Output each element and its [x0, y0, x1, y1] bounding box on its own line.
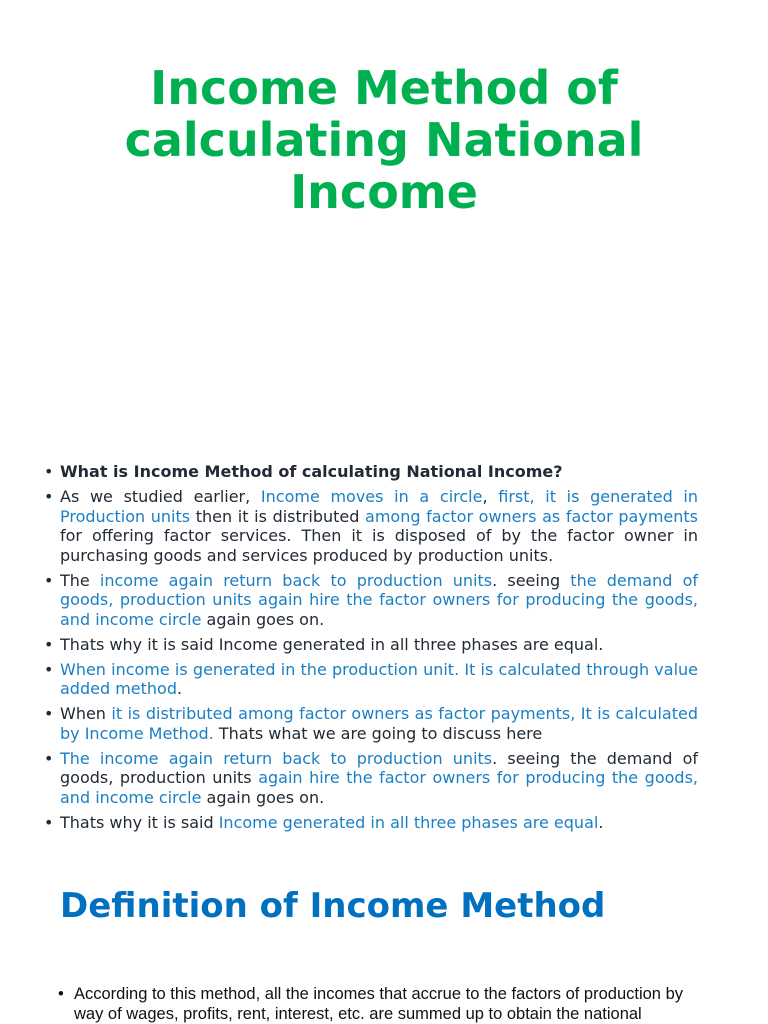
bullet-text: for offering factor services. Then it is disposed of by the factor owner in purchasing goods and services produced by production units. — [60, 526, 698, 565]
bullet-dot: • — [44, 812, 54, 832]
bullet-item — [44, 635, 698, 655]
page-title: Income Method of calculating National Income — [124, 61, 644, 219]
definition-item — [58, 985, 712, 1024]
bullet-dot: • — [58, 985, 64, 1003]
bullet-text: When — [60, 704, 112, 723]
highlighted-text: it is distributed among factor owners as factor payments, It is calculated by Income Method. — [60, 704, 698, 743]
question-text: What is Income Method of calculating National Income? — [60, 462, 563, 481]
bullet-text: again goes on. — [201, 609, 325, 629]
bullet-item — [44, 487, 698, 565]
bullet-item — [44, 660, 698, 699]
bullet-text: The — [60, 570, 100, 590]
bullet-dot: • — [44, 748, 54, 768]
bullet-dot: • — [44, 487, 54, 506]
bullet-text: Thats what we are going to discuss here — [213, 723, 543, 743]
bullet-text: again goes on. — [201, 787, 325, 807]
highlighted-text: among factor owners as factor payments — [365, 506, 698, 526]
bullet-dot: • — [44, 634, 54, 654]
bullet-dot: • — [44, 704, 54, 723]
bullet-text: As we studied earlier, — [60, 487, 261, 506]
bullet-text: . seeing — [492, 570, 571, 590]
bullet-list — [44, 462, 698, 838]
definition-list — [58, 985, 712, 1024]
bullet-item — [44, 813, 698, 833]
bullet-text: then it is distributed — [190, 506, 366, 526]
highlighted-text: Income generated in all three phases are equal — [218, 812, 599, 832]
definition-heading: Definition of Income Method — [60, 886, 606, 926]
bullet-dot: • — [44, 462, 54, 481]
bullet-text: Thats why it is said — [60, 812, 219, 832]
bullet-dot: • — [44, 659, 54, 679]
highlighted-text: again hire the factor owners for producing the goods, and income circle — [60, 768, 698, 807]
definition-text: According to this method, all the incomes that accrue to the factors of production by way of wages, profits, rent, interest, etc. are summed up to obtain the national — [74, 985, 683, 1023]
bullet-item — [44, 749, 698, 808]
bullet-text: . — [598, 812, 604, 832]
bullet-dot: • — [44, 570, 54, 590]
highlighted-text: The income again return back to production units — [60, 748, 493, 768]
bullet-item — [44, 571, 698, 630]
highlighted-text: Income moves in a circle — [260, 487, 483, 506]
bullet-item — [44, 462, 698, 482]
highlighted-text: income again return back to production units — [99, 570, 493, 590]
bullet-text: . seeing the demand of goods, production units — [60, 748, 698, 787]
bullet-text: Thats why it is said Income generated in all three phases are equal. — [60, 634, 604, 654]
highlighted-text: the demand of goods, production units again hire the factor owners for producing the goods, and income circle — [60, 570, 698, 629]
bullet-text: , — [482, 487, 499, 506]
bullet-item — [44, 704, 698, 743]
highlighted-text: first, it is generated in Production units — [60, 487, 699, 526]
highlighted-text: When income is generated in the production unit. It is calculated through value added method — [60, 659, 698, 698]
bullet-text: . — [177, 679, 183, 698]
